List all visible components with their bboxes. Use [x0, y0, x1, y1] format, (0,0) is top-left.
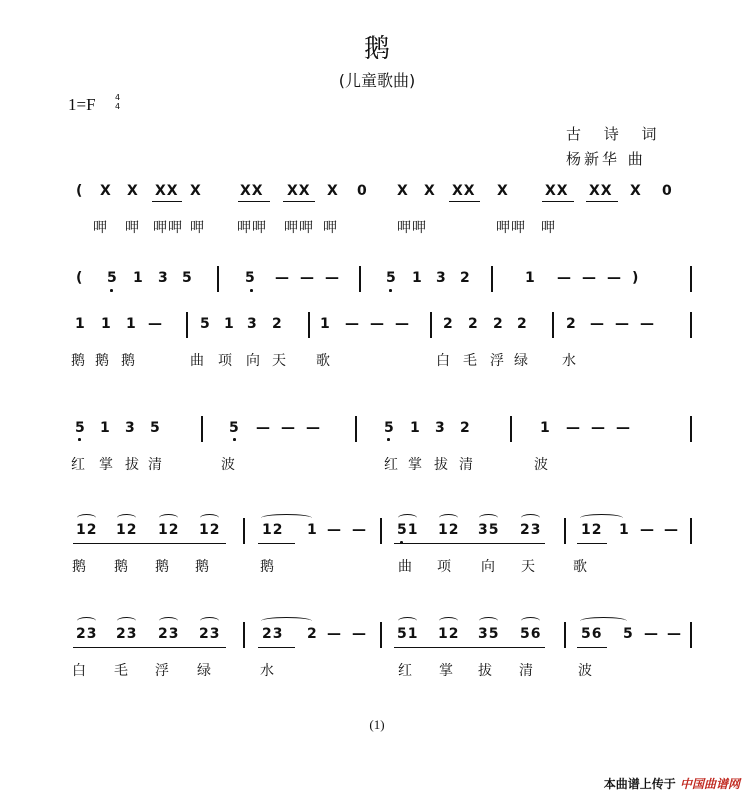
bar-line — [564, 518, 566, 544]
r6-notes-token: 2 — [307, 626, 318, 642]
r3-lyrics-token: 曲 — [190, 353, 205, 369]
r4-notes-token: 5 — [75, 420, 86, 436]
r5-notes-token: 12 — [158, 522, 180, 538]
r3-lyrics-token: 浮 — [490, 353, 505, 369]
r3-notes-token: — — [395, 316, 410, 332]
r1-notes-token: 0 — [357, 183, 368, 199]
beam-underline — [73, 543, 226, 544]
footer — [604, 775, 740, 792]
r1-lyrics-token: 呷 — [190, 220, 205, 236]
r5-lyrics-token: 鹅 — [195, 559, 210, 575]
bar-line — [690, 622, 692, 648]
r1-lyrics-token: 呷呷 — [397, 220, 427, 236]
r4-notes-token: 3 — [125, 420, 136, 436]
r3-lyrics-token: 向 — [246, 353, 261, 369]
r4-notes-token: 2 — [460, 420, 471, 436]
beam-underline — [542, 201, 574, 202]
r4-notes-token: 5 — [229, 420, 240, 436]
r5-notes-token: 12 — [581, 522, 603, 538]
r2-notes-token: — — [300, 270, 315, 286]
bar-line — [243, 518, 245, 544]
r5-notes-token: 12 — [438, 522, 460, 538]
r4-notes-token: — — [616, 420, 631, 436]
r6-lyrics-token: 清 — [519, 663, 534, 679]
r5-lyrics-token: 鹅 — [155, 559, 170, 575]
r6-notes-token: 35 — [478, 626, 500, 642]
r1-lyrics-token: 呷 — [323, 220, 338, 236]
octave-dot — [233, 438, 236, 441]
r2-notes-token: 5 — [386, 270, 397, 286]
beam-underline — [283, 201, 315, 202]
r1-lyrics-token: 呷 — [541, 220, 556, 236]
r3-notes-token: 2 — [566, 316, 577, 332]
page-number: (1) — [369, 717, 385, 732]
r6-notes-token: 23 — [199, 626, 221, 642]
slur-arc — [117, 514, 136, 522]
bar-line — [308, 312, 310, 338]
r3-notes-token: 2 — [493, 316, 504, 332]
r2-notes-token: 2 — [460, 270, 471, 286]
r6-lyrics-token: 毛 — [114, 663, 129, 679]
r6-lyrics-token: 浮 — [155, 663, 170, 679]
r1-notes-token: ( — [76, 183, 84, 199]
r2-notes-token: 1 — [525, 270, 536, 286]
r3-lyrics-token: 鹅 — [95, 353, 110, 369]
r1-notes-token: X — [327, 183, 339, 199]
r6-notes-token: 23 — [158, 626, 180, 642]
r2-notes-token: 3 — [158, 270, 169, 286]
octave-dot — [389, 289, 392, 292]
slur-arc — [117, 617, 136, 625]
bar-line — [564, 622, 566, 648]
octave-dot — [250, 289, 253, 292]
r6-lyrics-token: 绿 — [197, 663, 212, 679]
r6-notes-token: 23 — [116, 626, 138, 642]
r6-notes-token: — — [644, 626, 659, 642]
r1-lyrics-token: 呷呷 — [153, 220, 183, 236]
r3-notes-token: 2 — [468, 316, 479, 332]
r4-notes-token: — — [591, 420, 606, 436]
beam-underline — [258, 647, 295, 648]
r1-notes-token: X — [397, 183, 409, 199]
r5-notes-token: — — [640, 522, 655, 538]
beam-underline — [73, 647, 226, 648]
r1-notes-token: 0 — [662, 183, 673, 199]
slur-arc — [479, 617, 498, 625]
r5-notes-token: — — [327, 522, 342, 538]
r4-lyrics-token: 掌 — [408, 457, 423, 473]
r6-lyrics-token: 掌 — [439, 663, 454, 679]
r5-notes-token: 12 — [199, 522, 221, 538]
slur-arc — [439, 514, 458, 522]
site-logo: 中国曲谱网 — [679, 777, 740, 791]
r6-lyrics-token: 拔 — [478, 663, 493, 679]
beam-underline — [577, 543, 607, 544]
r2-notes-token: — — [557, 270, 572, 286]
bar-line — [491, 266, 493, 292]
r1-notes-token: X — [100, 183, 112, 199]
r1-lyrics-token: 呷呷 — [284, 220, 314, 236]
bar-line — [243, 622, 245, 648]
composer-credit: 杨新华 曲 — [566, 150, 646, 168]
slur-arc — [159, 514, 178, 522]
r6-notes-token: — — [352, 626, 367, 642]
r5-lyrics-token: 鹅 — [72, 559, 87, 575]
r3-notes-token: — — [370, 316, 385, 332]
bar-line — [380, 518, 382, 544]
r3-lyrics-token: 鹅 — [71, 353, 86, 369]
beam-underline — [258, 543, 295, 544]
r3-lyrics-token: 天 — [272, 353, 287, 369]
slur-arc — [398, 514, 417, 522]
song-subtitle: (儿童歌曲) — [338, 71, 416, 90]
r4-notes-token: — — [281, 420, 296, 436]
r1-lyrics-token: 呷呷 — [237, 220, 267, 236]
bar-line — [690, 518, 692, 544]
r2-notes-token: 5 — [182, 270, 193, 286]
r3-lyrics-token: 白 — [436, 353, 451, 369]
r2-notes-token: — — [275, 270, 290, 286]
beam-underline — [394, 543, 545, 544]
bar-line — [690, 416, 692, 442]
r3-notes-token: — — [148, 316, 163, 332]
r4-notes-token: 3 — [435, 420, 446, 436]
r6-notes-token: 23 — [76, 626, 98, 642]
r4-notes-token: 5 — [150, 420, 161, 436]
r1-notes-token: XX — [545, 183, 569, 199]
r6-lyrics-token: 波 — [578, 663, 593, 679]
r5-lyrics-token: 天 — [521, 559, 536, 575]
r2-notes-token: — — [582, 270, 597, 286]
r4-notes-token: — — [306, 420, 321, 436]
r3-lyrics-token: 绿 — [514, 353, 529, 369]
r5-lyrics-token: 曲 — [398, 559, 413, 575]
r4-notes-token: 5 — [384, 420, 395, 436]
r3-notes-token: 1 — [224, 316, 235, 332]
r4-lyrics-token: 清 — [148, 457, 163, 473]
r4-lyrics-token: 拔 — [434, 457, 449, 473]
r3-lyrics-token: 毛 — [463, 353, 478, 369]
r3-notes-token: 2 — [443, 316, 454, 332]
r1-notes-token: XX — [155, 183, 179, 199]
beam-underline — [577, 647, 607, 648]
r3-notes-token: 1 — [320, 316, 331, 332]
r5-notes-token: — — [664, 522, 679, 538]
bar-line — [430, 312, 432, 338]
r3-notes-token: 2 — [272, 316, 283, 332]
r3-notes-token: 3 — [247, 316, 258, 332]
r1-lyrics-token: 呷 — [93, 220, 108, 236]
footer-text: 本曲谱上传于 — [603, 777, 676, 791]
r5-notes-token: 35 — [478, 522, 500, 538]
r3-notes-token: 1 — [126, 316, 137, 332]
r2-notes-token: — — [325, 270, 340, 286]
r2-notes-token: 5 — [245, 270, 256, 286]
r3-lyrics-token: 项 — [218, 353, 233, 369]
slur-arc — [261, 617, 312, 625]
octave-dot — [387, 438, 390, 441]
r3-notes-token: 5 — [200, 316, 211, 332]
r6-notes-token: 51 — [397, 626, 419, 642]
r6-lyrics-token: 白 — [72, 663, 87, 679]
r5-notes-token: 12 — [76, 522, 98, 538]
r1-notes-token: XX — [589, 183, 613, 199]
slur-arc — [521, 514, 540, 522]
r2-notes-token: — — [607, 270, 622, 286]
slur-arc — [77, 514, 96, 522]
bar-line — [552, 312, 554, 338]
r5-lyrics-token: 歌 — [573, 559, 588, 575]
r5-lyrics-token: 向 — [481, 559, 496, 575]
r3-notes-token: — — [590, 316, 605, 332]
r6-lyrics-token: 红 — [398, 663, 413, 679]
octave-dot — [78, 438, 81, 441]
r6-notes-token: 23 — [262, 626, 284, 642]
lyricist-credit: 古 诗 词 — [566, 125, 666, 143]
time-signature — [115, 93, 120, 111]
r6-notes-token: 56 — [581, 626, 603, 642]
slur-arc — [200, 514, 219, 522]
r3-notes-token: — — [345, 316, 360, 332]
bar-line — [355, 416, 357, 442]
r4-lyrics-token: 拔 — [125, 457, 140, 473]
r6-notes-token: 5 — [623, 626, 634, 642]
slur-arc — [261, 514, 312, 522]
bar-line — [690, 312, 692, 338]
bar-line — [217, 266, 219, 292]
r1-notes-token: XX — [240, 183, 264, 199]
r3-lyrics-token: 鹅 — [121, 353, 136, 369]
r5-notes-token: 12 — [116, 522, 138, 538]
r5-notes-token: 23 — [520, 522, 542, 538]
beam-underline — [449, 201, 480, 202]
slur-arc — [580, 514, 623, 522]
r4-lyrics-token: 波 — [534, 457, 549, 473]
r4-lyrics-token: 掌 — [99, 457, 114, 473]
key-signature: 1=F — [68, 95, 96, 114]
r1-notes-token: X — [497, 183, 509, 199]
r6-notes-token: — — [667, 626, 682, 642]
r4-notes-token: — — [566, 420, 581, 436]
r2-notes-token: ) — [632, 270, 640, 286]
r6-lyrics-token: 水 — [260, 663, 275, 679]
r4-lyrics-token: 红 — [71, 457, 86, 473]
r2-notes-token: 1 — [412, 270, 423, 286]
r1-notes-token: XX — [452, 183, 476, 199]
slur-arc — [521, 617, 540, 625]
r4-notes-token: — — [256, 420, 271, 436]
r3-notes-token: 1 — [75, 316, 86, 332]
r6-notes-token: — — [327, 626, 342, 642]
r1-lyrics-token: 呷呷 — [496, 220, 526, 236]
beam-underline — [394, 647, 545, 648]
bar-line — [201, 416, 203, 442]
slur-arc — [77, 617, 96, 625]
r4-notes-token: 1 — [410, 420, 421, 436]
r5-lyrics-token: 鹅 — [260, 559, 275, 575]
slur-arc — [398, 617, 417, 625]
r1-notes-token: X — [190, 183, 202, 199]
r3-notes-token: 2 — [517, 316, 528, 332]
r2-notes-token: 3 — [436, 270, 447, 286]
bar-line — [510, 416, 512, 442]
r4-lyrics-token: 清 — [459, 457, 474, 473]
r6-notes-token: 12 — [438, 626, 460, 642]
r4-notes-token: 1 — [100, 420, 111, 436]
r1-notes-token: X — [424, 183, 436, 199]
r3-notes-token: 1 — [101, 316, 112, 332]
slur-arc — [580, 617, 627, 625]
r4-lyrics-token: 红 — [384, 457, 399, 473]
r5-lyrics-token: 鹅 — [114, 559, 129, 575]
beam-underline — [152, 201, 182, 202]
r3-notes-token: — — [640, 316, 655, 332]
bar-line — [690, 266, 692, 292]
slur-arc — [159, 617, 178, 625]
slur-arc — [479, 514, 498, 522]
time-signature-top: 4 — [115, 93, 121, 102]
r1-notes-token: XX — [287, 183, 311, 199]
r1-notes-token: X — [630, 183, 642, 199]
bar-line — [359, 266, 361, 292]
r2-notes-token: 5 — [107, 270, 118, 286]
r2-notes-token: ( — [76, 270, 84, 286]
slur-arc — [200, 617, 219, 625]
octave-dot — [110, 289, 113, 292]
bar-line — [186, 312, 188, 338]
r1-notes-token: X — [127, 183, 139, 199]
r5-notes-token: 12 — [262, 522, 284, 538]
beam-underline — [586, 201, 618, 202]
r1-lyrics-token: 呷 — [125, 220, 140, 236]
r3-lyrics-token: 水 — [562, 353, 577, 369]
r5-notes-token: 1 — [307, 522, 318, 538]
song-title: 鹅 — [363, 34, 390, 64]
slur-arc — [439, 617, 458, 625]
r5-lyrics-token: 项 — [437, 559, 452, 575]
r2-notes-token: 1 — [133, 270, 144, 286]
r5-notes-token: — — [352, 522, 367, 538]
octave-dot — [400, 541, 403, 544]
r4-notes-token: 1 — [540, 420, 551, 436]
r3-lyrics-token: 歌 — [316, 353, 331, 369]
r5-notes-token: 1 — [619, 522, 630, 538]
r4-lyrics-token: 波 — [221, 457, 236, 473]
r5-notes-token: 51 — [397, 522, 419, 538]
r6-notes-token: 56 — [520, 626, 542, 642]
r3-notes-token: — — [615, 316, 630, 332]
beam-underline — [238, 201, 270, 202]
time-signature-bottom: 4 — [115, 102, 121, 111]
bar-line — [380, 622, 382, 648]
